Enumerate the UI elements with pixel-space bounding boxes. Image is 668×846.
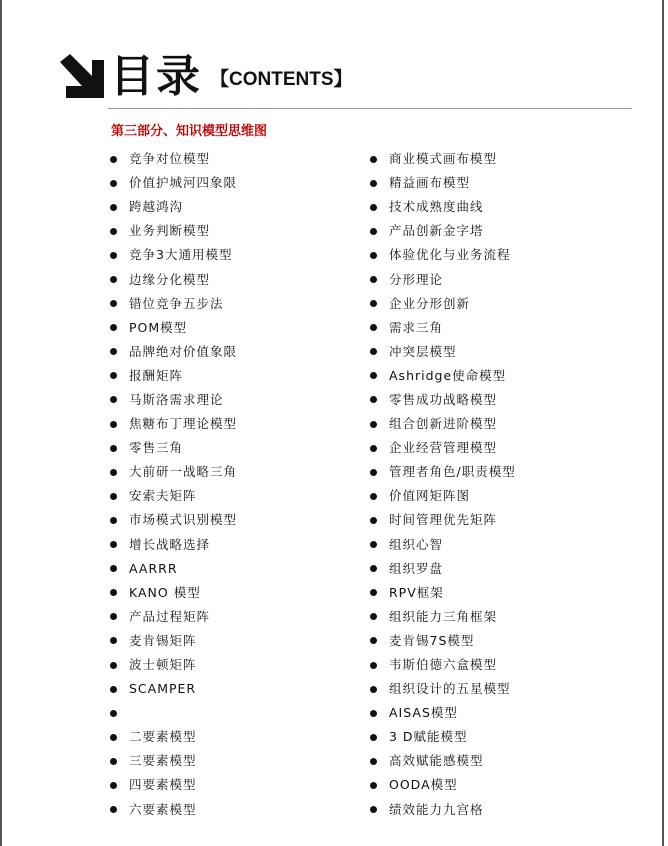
list-item bbox=[110, 653, 237, 677]
list-item bbox=[370, 292, 516, 316]
list-item-label: 马斯洛需求理论 bbox=[129, 391, 224, 407]
bullet-icon bbox=[110, 252, 117, 259]
list-item bbox=[370, 653, 516, 677]
bullet-icon bbox=[370, 758, 377, 765]
list-item bbox=[110, 508, 237, 532]
list-item-label: OODA模型 bbox=[389, 777, 458, 793]
bullet-icon bbox=[370, 541, 377, 548]
bullet-icon bbox=[370, 180, 377, 187]
list-item-label: POM模型 bbox=[129, 319, 188, 335]
bullet-icon bbox=[110, 782, 117, 789]
list-item bbox=[110, 267, 237, 291]
bullet-icon bbox=[110, 806, 117, 813]
list-item-label: 产品创新金字塔 bbox=[389, 223, 484, 239]
list-item-label: 增长战略选择 bbox=[129, 536, 211, 552]
bullet-icon bbox=[370, 276, 377, 283]
bullet-icon bbox=[370, 517, 377, 524]
list-item bbox=[370, 701, 516, 725]
bullet-icon bbox=[370, 734, 377, 741]
bullet-icon bbox=[110, 348, 117, 355]
list-item bbox=[370, 412, 516, 436]
list-item bbox=[110, 147, 237, 171]
list-item-label: 价值护城河四象限 bbox=[129, 175, 238, 191]
list-item bbox=[110, 484, 237, 508]
bullet-icon bbox=[370, 228, 377, 235]
list-item-label: 二要素模型 bbox=[129, 729, 197, 745]
list-item bbox=[110, 725, 237, 749]
list-item-label: 绩效能力九宫格 bbox=[389, 801, 484, 817]
bullet-icon bbox=[110, 204, 117, 211]
list-item bbox=[110, 629, 237, 653]
list-item bbox=[370, 195, 516, 219]
list-item bbox=[110, 701, 237, 725]
bullet-icon bbox=[110, 180, 117, 187]
list-item bbox=[370, 171, 516, 195]
list-item-label: 业务判断模型 bbox=[129, 223, 211, 239]
list-item-label: 企业经营管理模型 bbox=[389, 440, 498, 456]
bullet-icon bbox=[370, 421, 377, 428]
bullet-icon bbox=[110, 662, 117, 669]
bullet-icon bbox=[370, 252, 377, 259]
page-subtitle: 【CONTENTS】 bbox=[210, 69, 353, 90]
bullet-icon bbox=[110, 686, 117, 693]
list-item-label: 六要素模型 bbox=[129, 801, 197, 817]
bullet-icon bbox=[110, 541, 117, 548]
list-item-label: 产品过程矩阵 bbox=[129, 608, 211, 624]
list-item bbox=[370, 219, 516, 243]
list-item bbox=[110, 557, 237, 581]
left-column-list bbox=[110, 147, 237, 822]
section-title: 第三部分、知识模型思维图 bbox=[111, 124, 268, 139]
list-item bbox=[110, 460, 237, 484]
list-item bbox=[110, 436, 237, 460]
title-divider bbox=[108, 108, 632, 109]
bullet-icon bbox=[110, 421, 117, 428]
list-item bbox=[370, 557, 516, 581]
list-item bbox=[370, 388, 516, 412]
list-item-label: 麦肯锡7S模型 bbox=[389, 632, 475, 648]
list-item-label: 冲突层模型 bbox=[389, 343, 457, 359]
list-item-label: AARRR bbox=[129, 560, 178, 576]
list-item-label: 零售三角 bbox=[129, 440, 184, 456]
list-item-label: 分形理论 bbox=[389, 271, 444, 287]
list-item bbox=[110, 533, 237, 557]
list-item bbox=[110, 171, 237, 195]
bullet-icon bbox=[110, 517, 117, 524]
right-column-list bbox=[370, 147, 516, 822]
bullet-icon bbox=[370, 662, 377, 669]
bullet-icon bbox=[110, 445, 117, 452]
list-item bbox=[110, 412, 237, 436]
list-item-label: 组织心智 bbox=[389, 536, 444, 552]
bullet-icon bbox=[110, 300, 117, 307]
list-item-label: 波士顿矩阵 bbox=[129, 657, 197, 673]
list-item bbox=[370, 316, 516, 340]
bullet-icon bbox=[110, 734, 117, 741]
list-item bbox=[110, 581, 237, 605]
list-item bbox=[110, 219, 237, 243]
list-item-label: KANO 模型 bbox=[129, 584, 201, 600]
list-item bbox=[370, 484, 516, 508]
bullet-icon bbox=[110, 396, 117, 403]
bullet-icon bbox=[370, 204, 377, 211]
list-item bbox=[370, 460, 516, 484]
list-item bbox=[370, 533, 516, 557]
bullet-icon bbox=[110, 493, 117, 500]
bullet-icon bbox=[370, 348, 377, 355]
bullet-icon bbox=[110, 228, 117, 235]
list-item bbox=[370, 605, 516, 629]
list-item-label: 跨越鸿沟 bbox=[129, 199, 184, 215]
list-item-label: RPV框架 bbox=[389, 584, 444, 600]
list-item-label: 焦糖布丁理论模型 bbox=[129, 416, 238, 432]
list-item-label: 管理者角色/职责模型 bbox=[389, 464, 516, 480]
list-item bbox=[370, 749, 516, 773]
bullet-icon bbox=[370, 686, 377, 693]
bullet-icon bbox=[370, 396, 377, 403]
list-item bbox=[370, 243, 516, 267]
bullet-icon bbox=[110, 637, 117, 644]
list-item bbox=[370, 364, 516, 388]
list-item-label: 安索夫矩阵 bbox=[129, 488, 197, 504]
bullet-icon bbox=[110, 613, 117, 620]
bullet-icon bbox=[370, 806, 377, 813]
bullet-icon bbox=[110, 372, 117, 379]
list-item bbox=[110, 749, 237, 773]
list-item-label: Ashridge使命模型 bbox=[389, 367, 507, 383]
list-item bbox=[110, 773, 237, 797]
list-item bbox=[370, 340, 516, 364]
list-item-label: 高效赋能感模型 bbox=[389, 753, 484, 769]
list-item bbox=[110, 388, 237, 412]
list-item-label: 组织能力三角框架 bbox=[389, 608, 498, 624]
bullet-icon bbox=[110, 710, 117, 717]
bullet-icon bbox=[370, 613, 377, 620]
list-item-label: SCAMPER bbox=[129, 681, 197, 697]
list-item-label: 麦肯锡矩阵 bbox=[129, 632, 197, 648]
list-item bbox=[110, 292, 237, 316]
list-item-label: 韦斯伯德六盒模型 bbox=[389, 657, 498, 673]
list-item-label: 商业模式画布模型 bbox=[389, 151, 498, 167]
bullet-icon bbox=[370, 493, 377, 500]
list-item-label: 组织罗盘 bbox=[389, 560, 444, 576]
list-item-label: 三要素模型 bbox=[129, 753, 197, 769]
list-item-label: 边缘分化模型 bbox=[129, 271, 211, 287]
list-item-label: 企业分形创新 bbox=[389, 295, 471, 311]
bullet-icon bbox=[110, 276, 117, 283]
list-item-label: 体验优化与业务流程 bbox=[389, 247, 511, 263]
bullet-icon bbox=[370, 637, 377, 644]
list-item-label: 精益画布模型 bbox=[389, 175, 471, 191]
bullet-icon bbox=[370, 372, 377, 379]
bullet-icon bbox=[370, 710, 377, 717]
list-item bbox=[110, 243, 237, 267]
list-item-label: 竞争对位模型 bbox=[129, 151, 211, 167]
page-header bbox=[56, 48, 353, 102]
list-item bbox=[110, 677, 237, 701]
list-item bbox=[370, 725, 516, 749]
list-item bbox=[110, 340, 237, 364]
list-item bbox=[370, 677, 516, 701]
list-item bbox=[370, 773, 516, 797]
bullet-icon bbox=[370, 782, 377, 789]
arrow-down-right-icon bbox=[56, 52, 106, 102]
list-item-label: 组织设计的五星模型 bbox=[389, 681, 511, 697]
list-item bbox=[110, 195, 237, 219]
page-title: 目录 bbox=[110, 51, 202, 102]
list-item-label: 价值网矩阵图 bbox=[389, 488, 471, 504]
list-item bbox=[110, 364, 237, 388]
bullet-icon bbox=[370, 469, 377, 476]
bullet-icon bbox=[370, 565, 377, 572]
list-item bbox=[370, 581, 516, 605]
list-item bbox=[370, 629, 516, 653]
list-item-label: 错位竞争五步法 bbox=[129, 295, 224, 311]
bullet-icon bbox=[110, 324, 117, 331]
bullet-icon bbox=[110, 758, 117, 765]
bullet-icon bbox=[110, 469, 117, 476]
list-item bbox=[370, 147, 516, 171]
bullet-icon bbox=[370, 589, 377, 596]
list-item bbox=[110, 798, 237, 822]
bullet-icon bbox=[110, 156, 117, 163]
list-item bbox=[110, 605, 237, 629]
bullet-icon bbox=[370, 156, 377, 163]
list-item-label: AISAS模型 bbox=[389, 705, 458, 721]
list-item-label: 四要素模型 bbox=[129, 777, 197, 793]
list-item bbox=[370, 798, 516, 822]
list-item-label: 组合创新进阶模型 bbox=[389, 416, 498, 432]
list-item-label: 报酬矩阵 bbox=[129, 367, 184, 383]
list-item-label: 零售成功战略模型 bbox=[389, 391, 498, 407]
bullet-icon bbox=[370, 445, 377, 452]
list-item bbox=[370, 267, 516, 291]
list-item-label: 品牌绝对价值象限 bbox=[129, 343, 238, 359]
list-item-label: 竞争3大通用模型 bbox=[129, 247, 233, 263]
list-item-label: 时间管理优先矩阵 bbox=[389, 512, 498, 528]
bullet-icon bbox=[110, 565, 117, 572]
bullet-icon bbox=[370, 324, 377, 331]
bullet-icon bbox=[370, 300, 377, 307]
list-item bbox=[370, 436, 516, 460]
list-item-label: 3 D赋能模型 bbox=[389, 729, 468, 745]
list-item bbox=[370, 508, 516, 532]
list-item-label: 市场模式识别模型 bbox=[129, 512, 238, 528]
list-item-label: 需求三角 bbox=[389, 319, 444, 335]
list-item-label: 技术成熟度曲线 bbox=[389, 199, 484, 215]
list-item-label: 大前研一战略三角 bbox=[129, 464, 238, 480]
list-item bbox=[110, 316, 237, 340]
bullet-icon bbox=[110, 589, 117, 596]
